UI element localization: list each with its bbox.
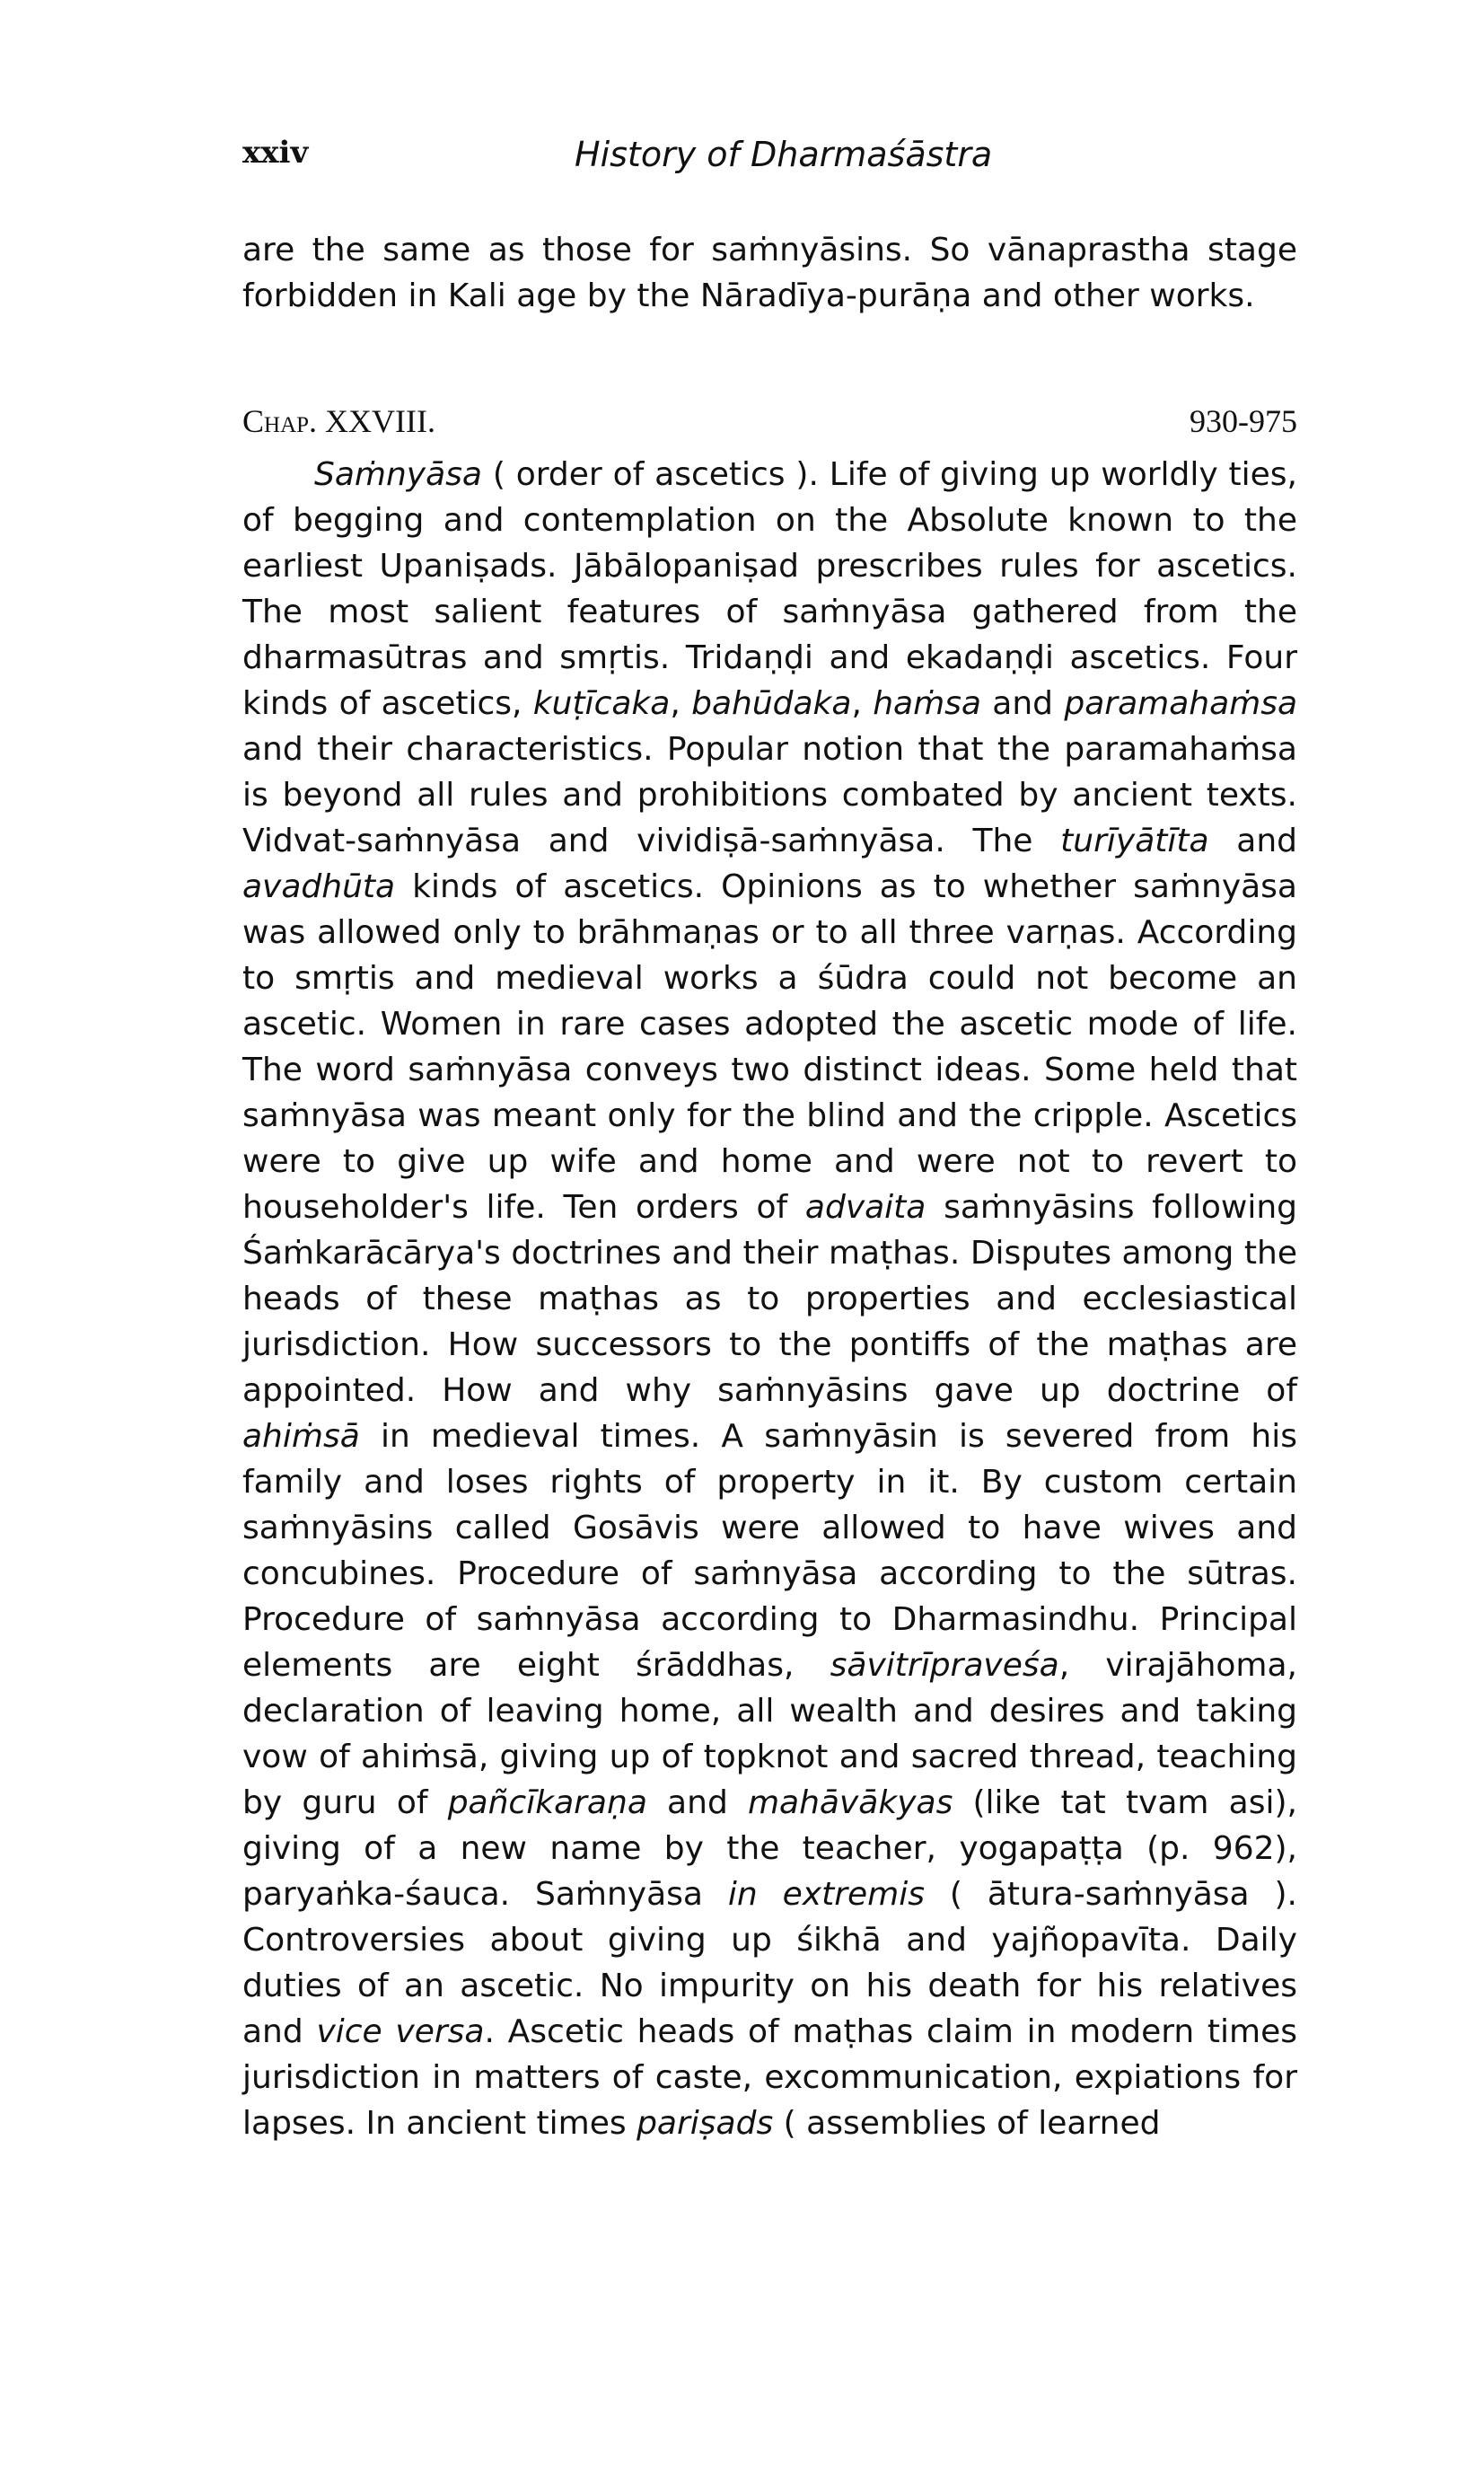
summary-text: and xyxy=(1208,823,1297,859)
italic-term: haṁsa xyxy=(873,685,981,722)
page-number: xxiv xyxy=(242,135,309,171)
summary-text: and their characteristics. Popular notion that the paramahaṁsa is beyond all rules and prohibitions combated by ancient texts. Vidvat-saṁnyāsa and vividiṣā-saṁnyāsa. The xyxy=(242,731,1297,859)
summary-text: ( assemblies of learned xyxy=(773,2105,1161,2142)
italic-term: ahiṁsā xyxy=(242,1418,360,1455)
italic-term: mahāvākyas xyxy=(747,1784,953,1821)
summary-text: . Ascetic heads of maṭhas claim in modern times jurisdiction in matters of caste, excommunication, expiations for lapses. In ancient times xyxy=(242,2013,1298,2142)
summary-text: kinds of ascetics. Opinions as to whether saṁnyāsa was allowed only to brāhmaṇas or to all three varṇas. According to smṛtis and medieval works a śūdra could not become an ascetic. Women in rare cases adopted the ascetic mode of life. The word saṁnyāsa conveys two distinct ideas. Some held that saṁnyāsa was meant only for the blind and the cripple. Ascetics were to give up wife and home and were not to revert to householder's life. Ten orders of xyxy=(242,868,1297,1226)
running-head xyxy=(242,135,1302,189)
summary-text: in medieval times. A saṁnyāsin is severed from his family and loses rights of property in it. By custom certain saṁnyāsins called Gosāvis were allowed to have wives and concubines. Procedure of saṁnyāsa according to the sūtras. Procedure of saṁnyāsa according to Dharmasindhu. Principal elements are eight śrāddhas, xyxy=(242,1418,1297,1684)
chapter-page-range: 930-975 xyxy=(1190,403,1297,439)
summary-text: , xyxy=(670,685,692,722)
italic-term: pariṣads xyxy=(637,2105,774,2142)
chapter-heading xyxy=(242,402,1297,447)
summary-text: ( order of ascetics ). Life of giving up worldly ties, of begging and contemplation on the Absolute known to the earliest Upaniṣads. Jābālopaniṣad prescribes rules for ascetics. The most salient features of saṁnyāsa gathered from the dharmasūtras and smṛtis. Tridaṇḍi and ekadaṇḍi ascetics. Four kinds of ascetics, xyxy=(242,456,1297,722)
summary-text: and xyxy=(981,685,1065,722)
italic-term: paramahaṁsa xyxy=(1064,685,1298,722)
italic-term: pañcīkaraṇa xyxy=(447,1784,647,1821)
summary-text: saṁnyāsins following Śaṁkarācārya's doctrines and their maṭhas. Disputes among the heads of these maṭhas as to properties and ecclesiastical jurisdiction. How successors to the pontiffs of the maṭhas are appointed. How and why saṁnyāsins gave up doctrine of xyxy=(242,1189,1298,1409)
italic-term: in extremis xyxy=(727,1876,925,1913)
running-title: History of Dharmaśāstra xyxy=(575,135,993,174)
italic-term: turīyātīta xyxy=(1060,823,1209,859)
italic-term: bahūdaka xyxy=(691,685,852,722)
chapter-label: Chap. XXVIII. xyxy=(242,403,435,439)
summary-text: (like tat tvam asi), giving of a new name by the teacher, yogapaṭṭa (p. 962), paryaṅka-śauca. Saṁnyāsa xyxy=(242,1784,1297,1913)
italic-term: Saṁnyāsa xyxy=(314,456,482,493)
summary-text: , xyxy=(851,685,874,722)
intro-paragraph: are the same as those for saṁnyāsins. So vānaprastha stage forbidden in Kali age by the Nāradīya-purāṇa and other works. xyxy=(242,232,1297,314)
italic-term: sāvitrīpraveśa xyxy=(830,1647,1059,1684)
summary-text: and xyxy=(646,1784,748,1821)
summary-text: , virajāhoma, declaration of leaving home, all wealth and desires and taking vow of ahiṁsā, giving up of topknot and sacred thread, teaching by guru of xyxy=(242,1647,1297,1821)
italic-term: avadhūta xyxy=(242,868,396,905)
italic-term: vice versa xyxy=(316,2013,485,2050)
italic-term: advaita xyxy=(804,1189,926,1226)
italic-term: kuṭīcaka xyxy=(532,685,671,722)
chapter-summary-paragraph xyxy=(242,452,1297,2146)
summary-text: ( ātura-saṁnyāsa ). Controversies about giving up śikhā and yajñopavīta. Daily duties of an ascetic. No impurity on his death for his relatives and xyxy=(242,1876,1297,2050)
